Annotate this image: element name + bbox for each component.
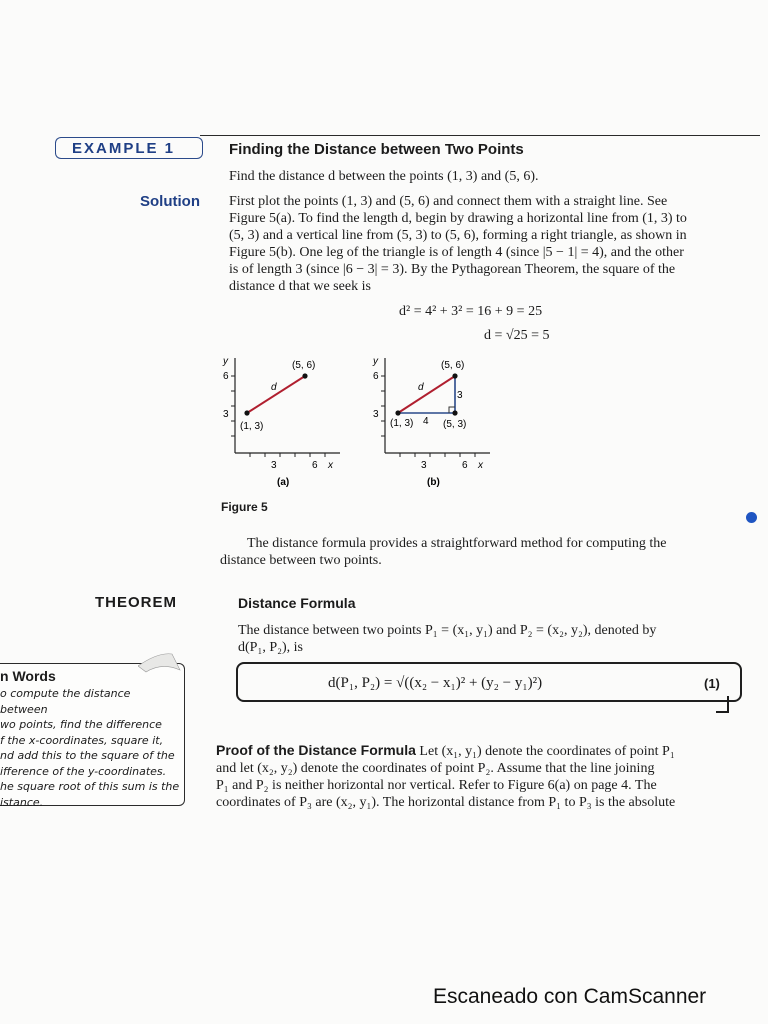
theorem-text: [238, 622, 760, 656]
solution-line: (5, 3) and a vertical line from (5, 3) to (5, 6), forming a right triangle, as shown in: [229, 228, 687, 243]
theorem-line: d(P₁, P₂), is: [238, 640, 303, 655]
example-task: Find the distance d between the points (1, 3) and (5, 6).: [229, 169, 539, 184]
sidebar-line: nd add this to the square of the: [0, 749, 175, 762]
example-label-cap: [197, 137, 203, 159]
tick-label-x3: 3: [421, 460, 427, 471]
figure-5: [215, 350, 505, 490]
sidebar-line: o compute the distance between: [0, 687, 131, 716]
equation-1: d² = 4² + 3² = 16 + 9 = 25: [399, 304, 543, 319]
theorem-label: THEOREM: [95, 594, 177, 611]
sidebar-title: n Words: [0, 668, 56, 684]
proof-line: coordinates of P₃ are (x₂, y₁). The horizontal distance from P₁ to P₃ is the absolute: [216, 795, 676, 810]
tick-label-y6: 6: [223, 371, 229, 382]
formula-number: (1): [704, 676, 720, 691]
bookmark-dot: [746, 512, 757, 523]
sidebar-body: [0, 686, 180, 810]
distance-formula: d(P₁, P₂) = √((x₂ − x₁)² + (y₂ − y₁)²): [328, 675, 543, 691]
figure-caption: Figure 5: [221, 500, 268, 514]
solution-line: Figure 5(a). To find the length d, begin by drawing a horizontal line from (1, 3) to: [229, 211, 687, 226]
figure-5a: [222, 356, 340, 488]
formula-box: [236, 662, 742, 702]
tick-label-y3: 3: [373, 409, 379, 420]
theorem-end-mark: [716, 696, 734, 718]
theorem-title: Distance Formula: [238, 595, 356, 611]
example-label-box: [55, 137, 197, 159]
segment-label-d: d: [418, 382, 424, 393]
tick-label-x6: 6: [462, 460, 468, 471]
tick-label-y6: 6: [373, 371, 379, 382]
theorem-line: The distance between two points P₁ = (x₁, y₁) and P₂ = (x₂, y₂), denoted by: [238, 623, 657, 638]
equation-2: d = √25 = 5: [484, 328, 550, 343]
segment-label-d: d: [271, 382, 277, 393]
sidebar-line: wo points, find the difference: [0, 718, 162, 731]
point-label-3: (5, 3): [443, 419, 467, 430]
point-label-2: (5, 6): [441, 360, 465, 371]
point-label-1: (1, 3): [240, 421, 264, 432]
proof-line: and let (x₂, y₂) denote the coordinates of point P₂. Assume that the line joining: [216, 761, 655, 776]
example-label: EXAMPLE 1: [72, 140, 176, 157]
axis-label-y: y: [373, 356, 378, 367]
in-words-sidebar: [0, 663, 185, 809]
sidebar-line: ifference of the y-coordinates.: [0, 764, 167, 778]
subfigure-label-a: (a): [277, 477, 290, 488]
solution-line: Figure 5(b). One leg of the triangle is of length 4 (since |5 − 1| = 4), and the other: [229, 245, 684, 260]
solution-label: Solution: [140, 193, 200, 210]
scanner-watermark: Escaneado con CamScanner: [433, 985, 707, 1008]
solution-line: distance d that we seek is: [229, 279, 371, 294]
sidebar-line: istance.: [0, 795, 44, 809]
leg-label-3: 3: [457, 390, 463, 401]
top-rule: [200, 135, 760, 136]
tick-label-x3: 3: [271, 460, 277, 471]
tick-label-x6: 6: [312, 460, 318, 471]
intro-paragraph: [220, 535, 760, 569]
proof-line: P₁ and P₂ is neither horizontal nor vertical. Refer to Figure 6(a) on page 4. The: [216, 778, 657, 793]
solution-text: [229, 193, 759, 295]
proof-first-line: [216, 742, 760, 760]
intro-line: distance between two points.: [220, 553, 382, 568]
axis-label-x: x: [328, 460, 333, 471]
axis-label-y: y: [223, 356, 228, 367]
sidebar-page-curl: [138, 648, 182, 674]
proof-title: Proof of the Distance Formula: [216, 742, 416, 758]
solution-line: is of length 3 (since |6 − 3| = 3). By the Pythagorean Theorem, the square of the: [229, 262, 676, 277]
sidebar-line: f the x-coordinates, square it,: [0, 733, 164, 747]
proof-line: Let (x₁, y₁) denote the coordinates of point P₁: [419, 744, 675, 759]
intro-line: The distance formula provides a straightforward method for computing the: [247, 536, 667, 551]
example-title: Finding the Distance between Two Points: [229, 141, 524, 158]
solution-line: First plot the points (1, 3) and (5, 6) and connect them with a straight line. See: [229, 194, 668, 209]
axis-label-x: x: [478, 460, 483, 471]
tick-label-y3: 3: [223, 409, 229, 420]
point-label-1: (1, 3): [390, 418, 414, 429]
leg-label-4: 4: [423, 416, 429, 427]
point-label-2: (5, 6): [292, 360, 316, 371]
figure-5b: [372, 356, 490, 488]
proof-paragraph: [216, 742, 760, 811]
subfigure-label-b: (b): [427, 477, 440, 488]
sidebar-line: he square root of this sum is the: [0, 780, 180, 793]
